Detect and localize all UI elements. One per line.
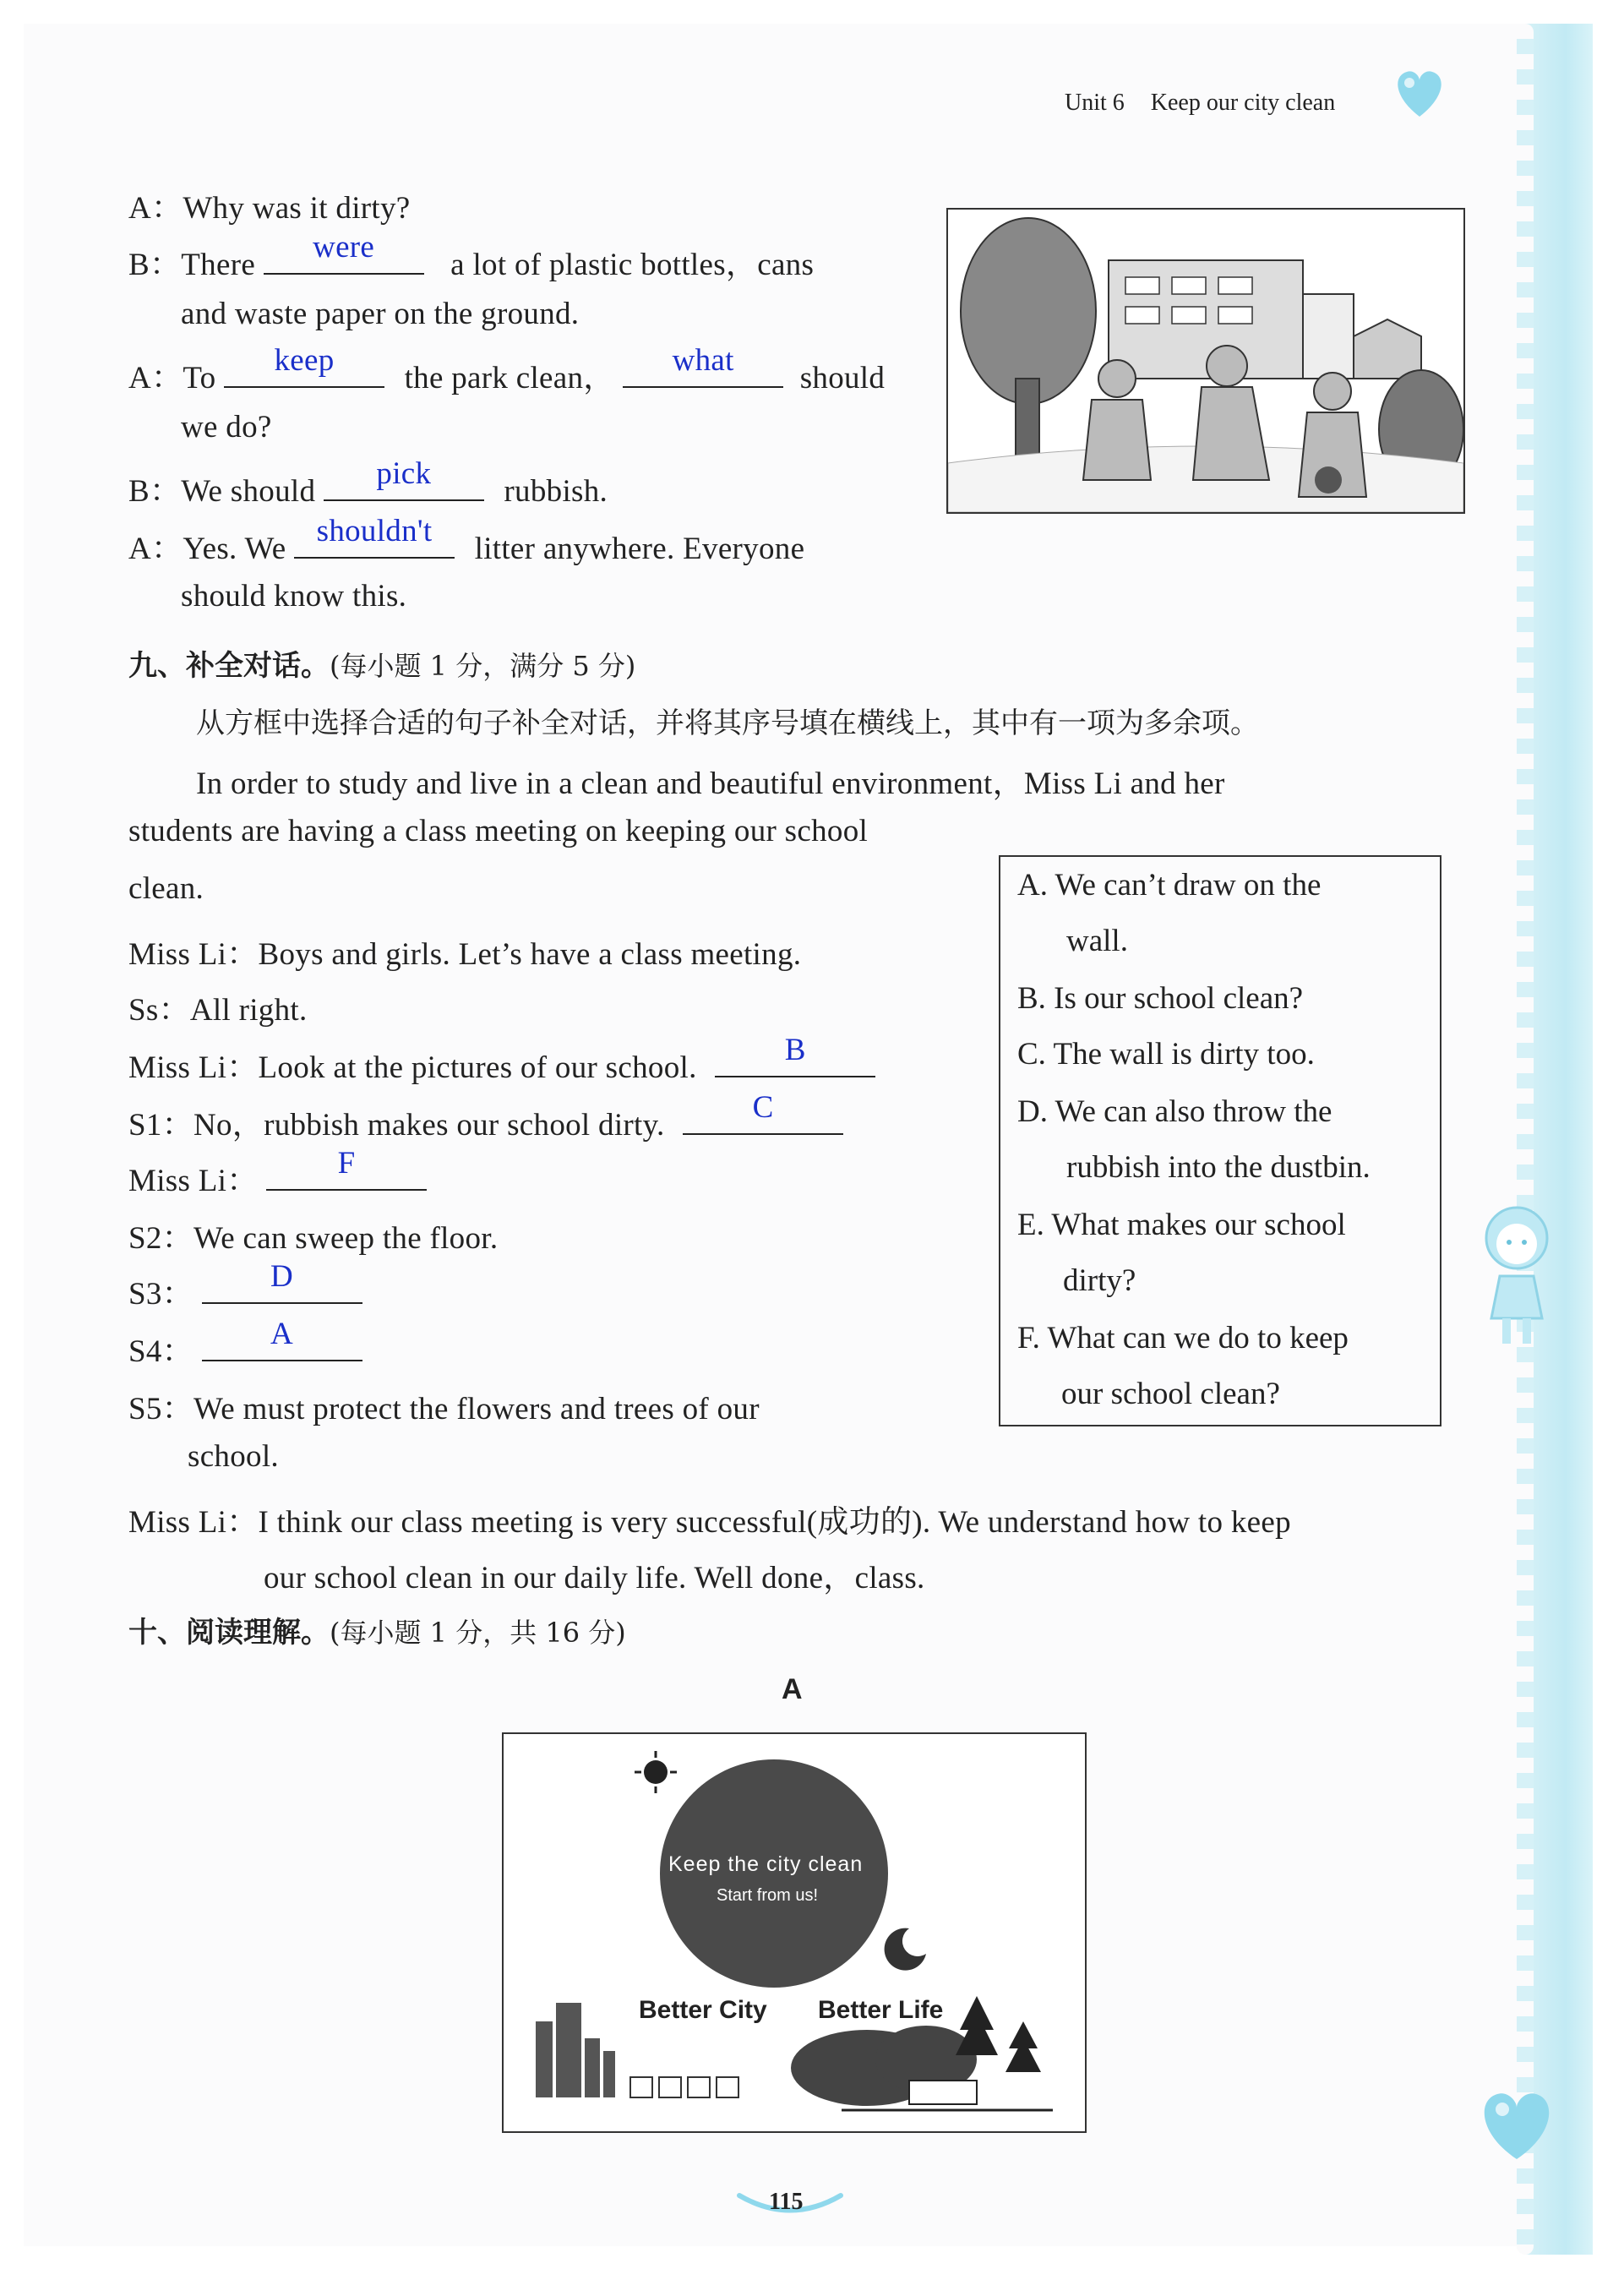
option-e-cont: dirty? <box>1063 1263 1136 1298</box>
dialogue-line-1: A：Why was it dirty? <box>128 191 411 226</box>
dialogue2-line-2: Ss：All right. <box>128 993 308 1028</box>
dialogue-line-3: and waste paper on the ground. <box>181 297 580 331</box>
dialogue2-line-4 <box>128 1090 843 1144</box>
answer-blank <box>623 343 783 388</box>
dialogue2-line-8 <box>128 1317 362 1371</box>
answer-blank <box>324 456 484 501</box>
answer-text: shouldn't <box>316 514 433 548</box>
answer-text: B <box>784 1033 806 1067</box>
dialogue2-line-3 <box>128 1033 875 1087</box>
side-decoration-strip <box>1525 24 1593 2255</box>
answer-blank <box>294 514 455 559</box>
poster-left-caption: Better City <box>639 1996 767 2024</box>
option-e: E. What makes our school <box>1017 1208 1346 1242</box>
balloon-heart-icon <box>1386 59 1453 127</box>
balloon-heart-icon <box>1470 2079 1563 2172</box>
poster-headline: Keep the city clean <box>668 1852 864 1876</box>
line4-suffix: should <box>799 361 886 395</box>
answer-blank <box>715 1033 875 1077</box>
line4-middle: the park clean， <box>404 361 615 395</box>
poster-right-caption: Better Life <box>818 1996 944 2024</box>
option-a-cont: wall. <box>1066 924 1128 958</box>
line7-suffix: litter anywhere. Everyone <box>474 532 805 566</box>
line2-suffix: a lot of plastic bottles，cans <box>450 248 815 282</box>
line6-prefix: B：We should <box>128 474 316 509</box>
option-f-cont: our school clean? <box>1061 1377 1280 1411</box>
answer-text: F <box>337 1146 356 1181</box>
line7-prefix: A：Yes. We <box>128 532 286 566</box>
answer-blank <box>264 230 424 275</box>
poster-illustration <box>502 1732 1087 2133</box>
dialogue-line-6 <box>128 456 608 510</box>
dialogue-line-4 <box>128 343 886 397</box>
section-10-score: (每小题 1 分，共 16 分) <box>330 1617 626 1649</box>
dialogue2-line-6: S2：We can sweep the floor. <box>128 1221 499 1256</box>
answer-blank <box>683 1090 843 1135</box>
section-9-title: 九、补全对话。 <box>128 649 330 683</box>
dialogue-line-7 <box>128 514 805 568</box>
line4-prefix: A：To <box>128 361 216 395</box>
answer-blank <box>266 1146 427 1191</box>
answer-text: A <box>270 1317 294 1351</box>
answer-text: were <box>313 230 375 265</box>
section-10-heading <box>128 1609 626 1650</box>
line6-suffix: rubbish. <box>504 474 608 509</box>
passage-label: A <box>782 1673 803 1705</box>
answer-text: pick <box>376 456 432 491</box>
line-prefix: Miss Li：Look at the pictures of our school. <box>128 1050 697 1085</box>
section-10-title: 十、阅读理解。 <box>128 1616 330 1650</box>
option-a: A. We can’t draw on the <box>1017 868 1322 903</box>
line-prefix: S4： <box>128 1334 193 1369</box>
option-d-cont: rubbish into the dustbin. <box>1066 1150 1371 1185</box>
section-9-score: (每小题 1 分，满分 5 分) <box>330 650 636 682</box>
dialogue-line-8: should know this. <box>181 579 407 614</box>
dialogue2-line-7 <box>128 1259 362 1313</box>
answer-blank <box>202 1317 362 1361</box>
poster-subline: Start from us! <box>717 1886 819 1905</box>
answer-text: D <box>270 1259 294 1294</box>
option-f: F. What can we do to keep <box>1017 1321 1349 1355</box>
intro-line-3: clean. <box>128 871 204 906</box>
option-d: D. We can also throw the <box>1017 1094 1332 1129</box>
park-cleanup-illustration <box>946 208 1465 514</box>
options-box <box>999 855 1441 1426</box>
option-c: C. The wall is dirty too. <box>1017 1037 1315 1072</box>
dialogue2-line-9: S5：We must protect the flowers and trees of our <box>128 1392 760 1426</box>
header-title: Keep our city clean <box>1150 90 1336 116</box>
dialogue2-line-10: school. <box>188 1439 279 1474</box>
answer-text: keep <box>274 343 335 378</box>
cartoon-girl-icon <box>1470 1200 1563 1352</box>
intro-line-2: students are having a class meeting on keeping our school <box>128 814 869 848</box>
line2-prefix: B：There <box>128 248 256 282</box>
header-unit: Unit 6 <box>1065 90 1125 116</box>
dialogue2-line-12: our school clean in our daily life. Well done，class. <box>264 1561 925 1595</box>
page-number: 115 <box>769 2189 804 2215</box>
option-b: B. Is our school clean? <box>1017 981 1304 1016</box>
intro-line-1: In order to study and live in a clean and beautiful environment，Miss Li and her <box>196 766 1225 801</box>
dialogue2-line-11: Miss Li：I think our class meeting is very successful(成功的). We understand how to keep <box>128 1505 1291 1540</box>
line-prefix: Miss Li： <box>128 1164 259 1198</box>
answer-text: C <box>752 1090 774 1125</box>
running-header <box>1065 90 1335 117</box>
section-9-instruction: 从方框中选择合适的句子补全对话，并将其序号填在横线上，其中有一项为多余项。 <box>196 706 1259 740</box>
dialogue-line-5: we do? <box>181 410 272 445</box>
line-prefix: S3： <box>128 1277 193 1312</box>
answer-text: what <box>672 343 734 378</box>
dialogue-line-2 <box>128 230 815 284</box>
line-prefix: S1：No，rubbish makes our school dirty. <box>128 1108 665 1143</box>
answer-blank <box>224 343 384 388</box>
section-9-heading <box>128 642 635 684</box>
answer-blank <box>202 1259 362 1304</box>
dialogue2-line-1: Miss Li：Boys and girls. Let’s have a class meeting. <box>128 937 802 972</box>
dialogue2-line-5 <box>128 1146 427 1200</box>
